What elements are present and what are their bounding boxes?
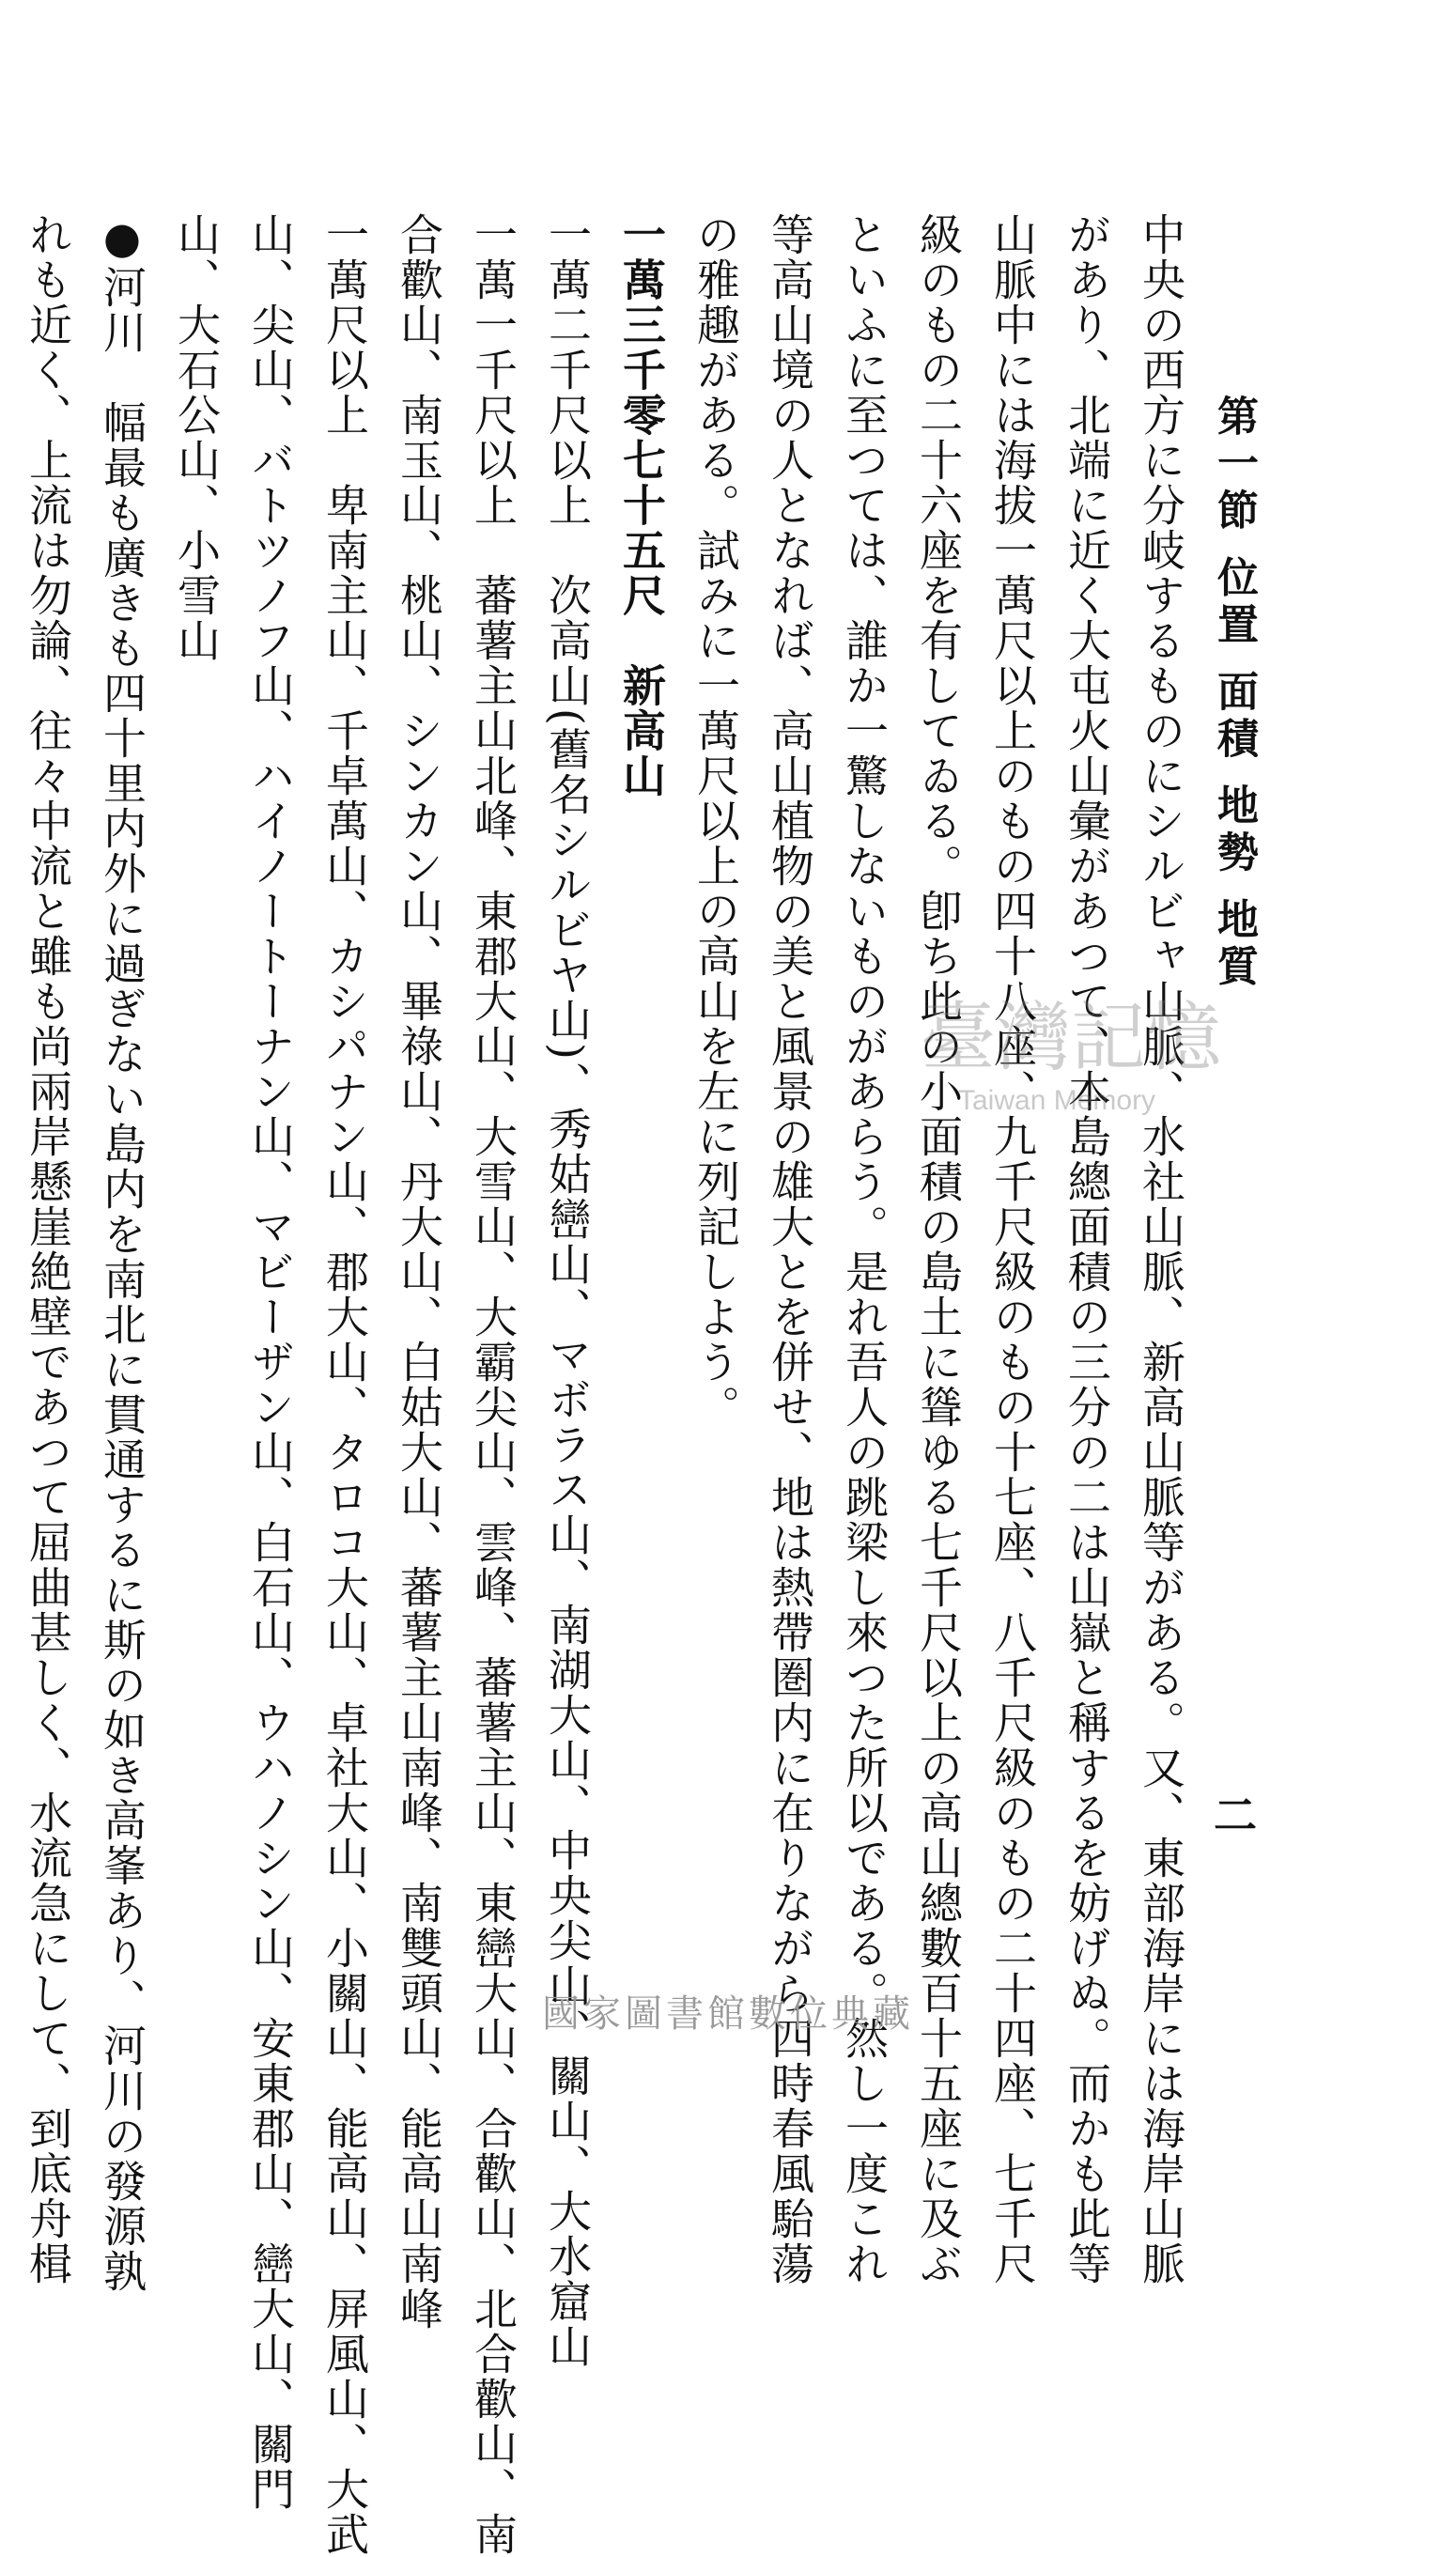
mountain-list-heading: 一萬三千零七十五尺 新高山 bbox=[616, 212, 667, 798]
text-column: の雅趣がある。試みに一萬尺以上の高山を左に列記しよう。 bbox=[690, 212, 741, 1430]
text-column: 山脈中には海拔一萬尺以上のもの四十八座、九千尺級のもの十七座、八千尺級のもの二十四座、七千尺 bbox=[987, 212, 1038, 2286]
mountain-list-row: 山、尖山、バトツノフ山、ハイノートーナン山、マビーザン山、白石山、ウハノシン山、安東郡山、巒大山、關門 bbox=[245, 212, 296, 2512]
text-column: 中央の西方に分岐するものにシルビャ山脈、水社山脈、新高山脈等がある。又、東部海岸には海岸山脈 bbox=[1136, 212, 1186, 2286]
footer-credit: 國家圖書館數位典藏 bbox=[542, 1992, 914, 2036]
mountain-list-row: 合歡山、南玉山、桃山、シンカン山、畢祿山、丹大山、白姑大山、蕃薯主山南峰、南雙頭山、能高山南峰 bbox=[394, 212, 444, 2332]
text-column: があり、北端に近く大屯火山彙があつて、本島總面積の三分の二は山嶽と稱するを妨げぬ。而かも此等 bbox=[1061, 212, 1112, 2286]
mountain-list-row: 一萬二千尺以上 次高山(舊名シルビヤ山)、秀姑巒山、マボラス山、南湖大山、中央尖山、關山、大水窟山 bbox=[542, 212, 593, 2369]
text-column: 等高山境の人となれば、高山植物の美と風景の雄大とを併せ、地は熱帶圏内に在りながら四時春風駘蕩 bbox=[765, 212, 815, 2286]
running-header bbox=[1207, 395, 1263, 1841]
mountain-list-row: 山、大石公山、小雪山 bbox=[171, 212, 222, 663]
watermark-cjk-text: 臺灣記憶 bbox=[921, 994, 1221, 1081]
section-title: 第一節 位置 面積 地勢 地質 bbox=[1210, 395, 1258, 992]
text-column: 級のもの二十六座を有してゐる。卽ち此の小面積の島土に聳ゆる七千尺以上の高山總數百十五座に及ぶ bbox=[913, 212, 964, 2286]
rivers-paragraph: ●河川 幅最も廣きも四十里内外に過ぎない島内を南北に貫通するに斯の如き高峯あり、河川の發源孰 bbox=[97, 212, 147, 2294]
mountain-list-row: 一萬一千尺以上 蕃薯主山北峰、東郡大山、大雪山、大霸尖山、雲峰、蕃薯主山、東巒大山、合歡山、北合歡山、南 bbox=[468, 212, 519, 2557]
text-column: れも近く、上流は勿論、往々中流と雖も尚兩岸懸崖絶壁であつて屈曲甚しく、水流急にして、到底舟楫 bbox=[23, 212, 73, 2286]
text-column: といふに至つては、誰か一驚しないものがあらう。是れ吾人の跳梁し來つた所以である。然し一度これ bbox=[839, 212, 890, 2286]
watermark-en-text: Taiwan Memory bbox=[958, 1085, 1156, 1116]
mountain-list-row: 一萬尺以上 卑南主山、千卓萬山、カシパナン山、郡大山、タロコ大山、卓社大山、小關山、能高山、屏風山、大武 bbox=[319, 212, 370, 2557]
page-number: 二 bbox=[1207, 1792, 1258, 1841]
